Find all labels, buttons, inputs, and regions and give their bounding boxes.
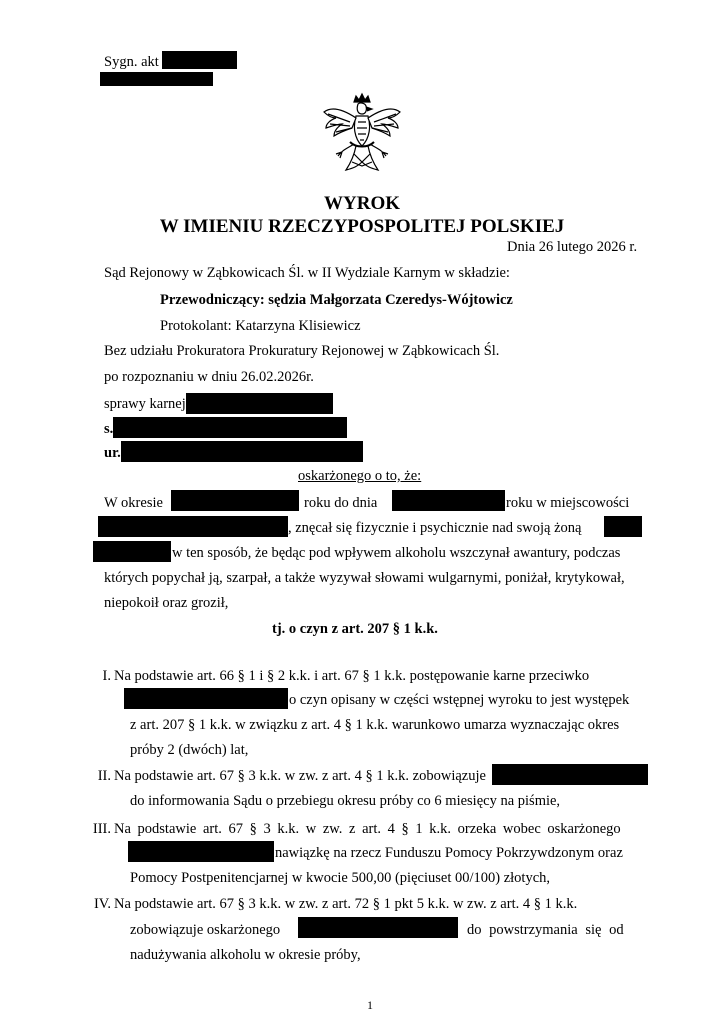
redaction-box [392,490,505,511]
redaction-box [604,516,642,537]
document-title: WYROK [324,193,400,214]
charge-text: , znęcał się fizycznie i psychicznie nad swoją żoną [288,520,582,536]
charge-text: których popychał ją, szarpał, a także wyzywał słowami wulgarnymi, poniżał, krytykował, [104,570,625,586]
ruling-text: Na podstawie art. 66 § 1 i § 2 k.k. i art. 67 § 1 k.k. postępowanie karne przeciwko [114,668,590,684]
ruling-text: Na podstawie art. 67 § 3 k.k. w zw. z art. 4 § 1 k.k. zobowiązuje [114,768,486,784]
charge-heading: oskarżonego o to, że: [298,468,422,484]
son-of-label: s. [104,421,114,437]
charge-text: W okresie [104,495,163,511]
judgment-date: Dnia 26 lutego 2026 r. [507,239,638,255]
redaction-box [171,490,299,511]
presiding-judge: Przewodniczący: sędzia Małgorzata Czeredys-Wójtowicz [160,292,513,308]
redaction-box [492,764,648,785]
hearing-date: po rozpoznaniu w dniu 26.02.2026r. [104,369,314,385]
redaction-box [121,441,363,462]
court-clerk: Protokolant: Katarzyna Klisiewicz [160,318,361,334]
redaction-box [298,917,458,938]
ruling-number: III. [92,821,111,837]
charge-text: roku w miejscowości [506,495,630,511]
legal-qualification: tj. o czyn z art. 207 § 1 k.k. [272,621,438,637]
case-label: sprawy karnej [104,396,186,412]
document-subtitle: W IMIENIU RZECZYPOSPOLITEJ POLSKIEJ [159,216,565,237]
charge-text: niepokoił oraz groził, [104,595,229,611]
redaction-box [186,393,333,414]
ruling-number: II. [97,768,111,784]
redaction-box [128,841,274,862]
ruling-number: IV. [93,896,111,912]
born-label: ur. [104,445,121,461]
ruling-text: nadużywania alkoholu w okresie próby, [130,947,361,963]
ruling-text: do informowania Sądu o przebiegu okresu próby co 6 miesięcy na piśmie, [130,793,561,809]
charge-text: roku do dnia [304,495,378,511]
ruling-text: Na podstawie art. 67 § 3 k.k. w zw. z art. 4 § 1 k.k. orzeka wobec oskarżonego [114,821,621,837]
ruling-text: Na podstawie art. 67 § 3 k.k. w zw. z art. 72 § 1 pkt 5 k.k. w zw. z art. 4 § 1 k.k. [114,896,578,912]
ruling-text: próby 2 (dwóch) lat, [130,742,249,758]
court-composition: Sąd Rejonowy w Ząbkowicach Śl. w II Wydziale Karnym w składzie: [104,265,510,281]
redaction-box [93,541,171,562]
redaction-box [113,417,347,438]
prosecutor-absence: Bez udziału Prokuratora Prokuratury Rejonowej w Ząbkowicach Śl. [104,343,500,359]
ruling-text: do powstrzymania się od [467,922,624,938]
ruling-text: nawiązkę na rzecz Funduszu Pomocy Pokrzywdzonym oraz [275,845,623,861]
redaction-box [100,72,213,86]
redaction-box [98,516,288,537]
charge-text: w ten sposób, że będąc pod wpływem alkoholu wszczynał awantury, podczas [172,545,621,561]
ruling-text: o czyn opisany w części wstępnej wyroku to jest występek [289,692,630,708]
redaction-box [124,688,288,709]
case-signature-label: Sygn. akt [104,54,159,70]
polish-eagle-emblem-icon [320,92,404,184]
ruling-text: Pomocy Postpenitencjarnej w kwocie 500,00 (pięciuset 00/100) złotych, [130,870,551,886]
ruling-text: z art. 207 § 1 k.k. w związku z art. 4 § 1 k.k. warunkowo umarza wyznaczając okres [130,717,620,733]
ruling-number: I. [102,668,111,684]
ruling-text: zobowiązuje oskarżonego [130,922,281,938]
page-number: 1 [367,998,373,1012]
redaction-box [162,51,237,69]
